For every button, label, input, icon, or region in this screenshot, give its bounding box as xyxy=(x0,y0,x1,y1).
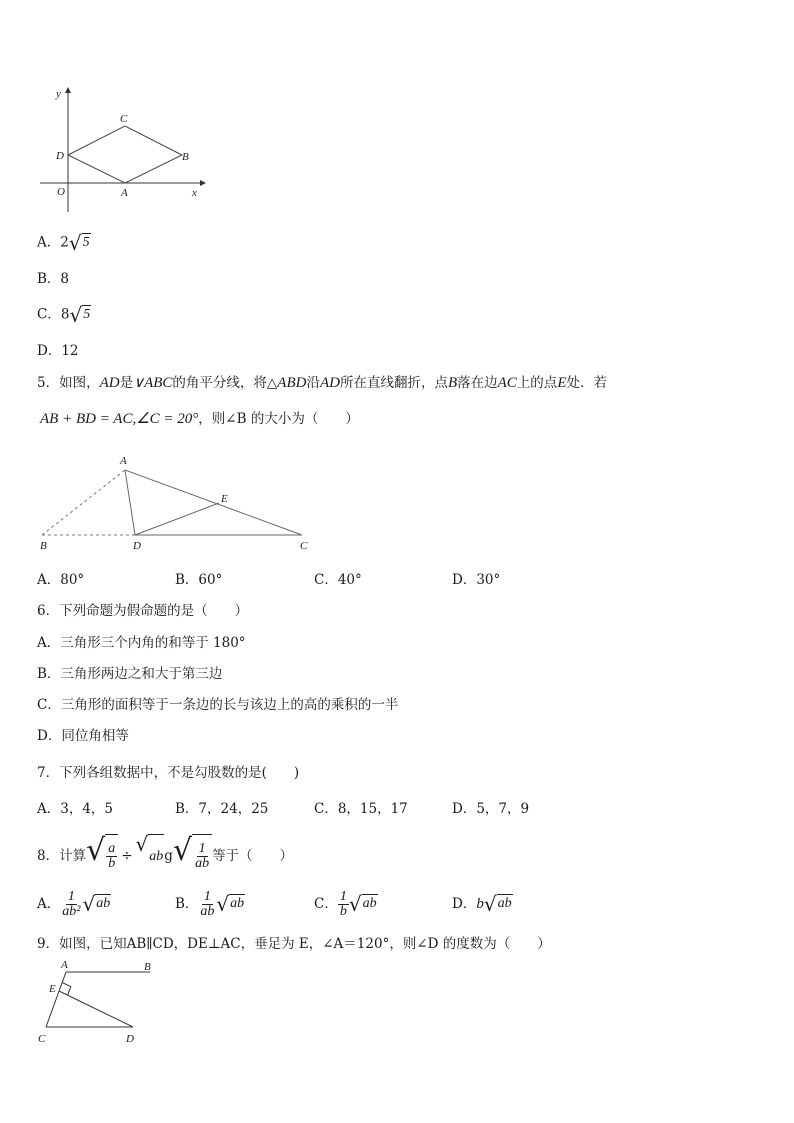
q6-option-b: B．三角形两边之和大于第三边 xyxy=(37,666,223,682)
segment-ac xyxy=(125,470,302,535)
label-d: D xyxy=(56,150,64,162)
q9-figure xyxy=(34,956,174,1048)
label-c: C xyxy=(300,540,308,552)
sqrt-one-over-ab: √ $\frac{1}{ab}$ xyxy=(173,834,212,879)
q8-option-c: C． $\frac{1}{b}$ √ ab xyxy=(314,888,377,919)
q6-option-c: C．三角形的面积等于一条边的长与该边上的高的乘积的一半 xyxy=(37,697,399,713)
q5-option-d: D．30° xyxy=(452,572,501,588)
q7-option-c: C．8，15，17 xyxy=(314,801,408,817)
segment-de xyxy=(135,503,219,535)
label-o: O xyxy=(57,186,65,198)
label-x: x xyxy=(192,187,197,199)
q7-option-b: B．7，24，25 xyxy=(175,801,269,817)
label-e: E xyxy=(49,983,56,995)
label-b: B xyxy=(144,961,151,973)
q5-option-c: C．40° xyxy=(314,572,362,588)
q4-option-b: B．8 xyxy=(37,271,70,287)
q5-figure xyxy=(36,450,326,555)
label-a: A xyxy=(61,959,68,971)
q5-stem-line1: 5．如图，AD是∨ABC的角平分线，将△ABD沿AD所在直线翻折，点B落在边AC上的点E处．若 xyxy=(37,375,607,391)
rhombus-abcd xyxy=(68,126,182,183)
label-y: y xyxy=(56,88,61,100)
segment-ab-dashed xyxy=(42,470,125,535)
label-e: E xyxy=(221,493,228,505)
q8-option-b: B． $\frac{1}{ab}$ √ ab xyxy=(175,888,245,919)
q4-option-d: D．12 xyxy=(37,343,79,359)
label-b: B xyxy=(182,151,189,163)
sqrt-ab: √ ab xyxy=(136,834,165,879)
label-c: C xyxy=(120,113,128,125)
q8-option-a: A． $\frac{1}{\text{ab²}}$ √ ab xyxy=(37,888,111,919)
q6-option-a: A．三角形三个内角的和等于 180° xyxy=(37,635,246,651)
segment-ed xyxy=(59,991,133,1027)
label-d: D xyxy=(126,1033,134,1045)
q5-option-b: B．60° xyxy=(175,572,223,588)
q7-stem: 7．下列各组数据中，不是勾股数的是( ) xyxy=(37,765,300,781)
q6-stem: 6．下列命题为假命题的是（ ） xyxy=(37,603,249,619)
x-axis-arrow xyxy=(200,180,206,186)
q5-option-a: A．80° xyxy=(37,572,85,588)
label-b: B xyxy=(40,540,47,552)
sqrt-a-over-b: √ $\frac{a}{b}$ xyxy=(86,834,118,879)
q7-option-d: D．5，7，9 xyxy=(452,801,530,817)
q4-figure xyxy=(36,82,216,217)
q4-option-a: A．2 √ 5 xyxy=(37,231,90,255)
label-d: D xyxy=(133,540,141,552)
q8-stem: 8．计算 √ $\frac{a}{b}$ ÷ √ ab g √ $\frac{1}{ab}$ 等于（ ） xyxy=(37,834,293,878)
q9-stem: 9．如图，已知AB∥CD，DE⊥AC，垂足为 E，∠A＝120°，则∠D 的度数为（ ） xyxy=(37,936,551,952)
y-axis-arrow xyxy=(65,87,71,93)
q7-option-a: A．3，4，5 xyxy=(37,801,114,817)
q5-stem-line2: AB + BD = AC,∠C = 20°，则∠B 的大小为（ ） xyxy=(40,411,359,427)
q6-option-d: D．同位角相等 xyxy=(37,728,129,744)
label-c: C xyxy=(38,1033,46,1045)
segment-ac xyxy=(46,972,66,1027)
segment-ad xyxy=(125,470,135,535)
q8-option-d: D． b √ ab xyxy=(452,892,512,916)
q4-option-c: C．8 √ 5 xyxy=(37,303,91,327)
label-a: A xyxy=(120,455,127,467)
label-a: A xyxy=(121,187,128,199)
